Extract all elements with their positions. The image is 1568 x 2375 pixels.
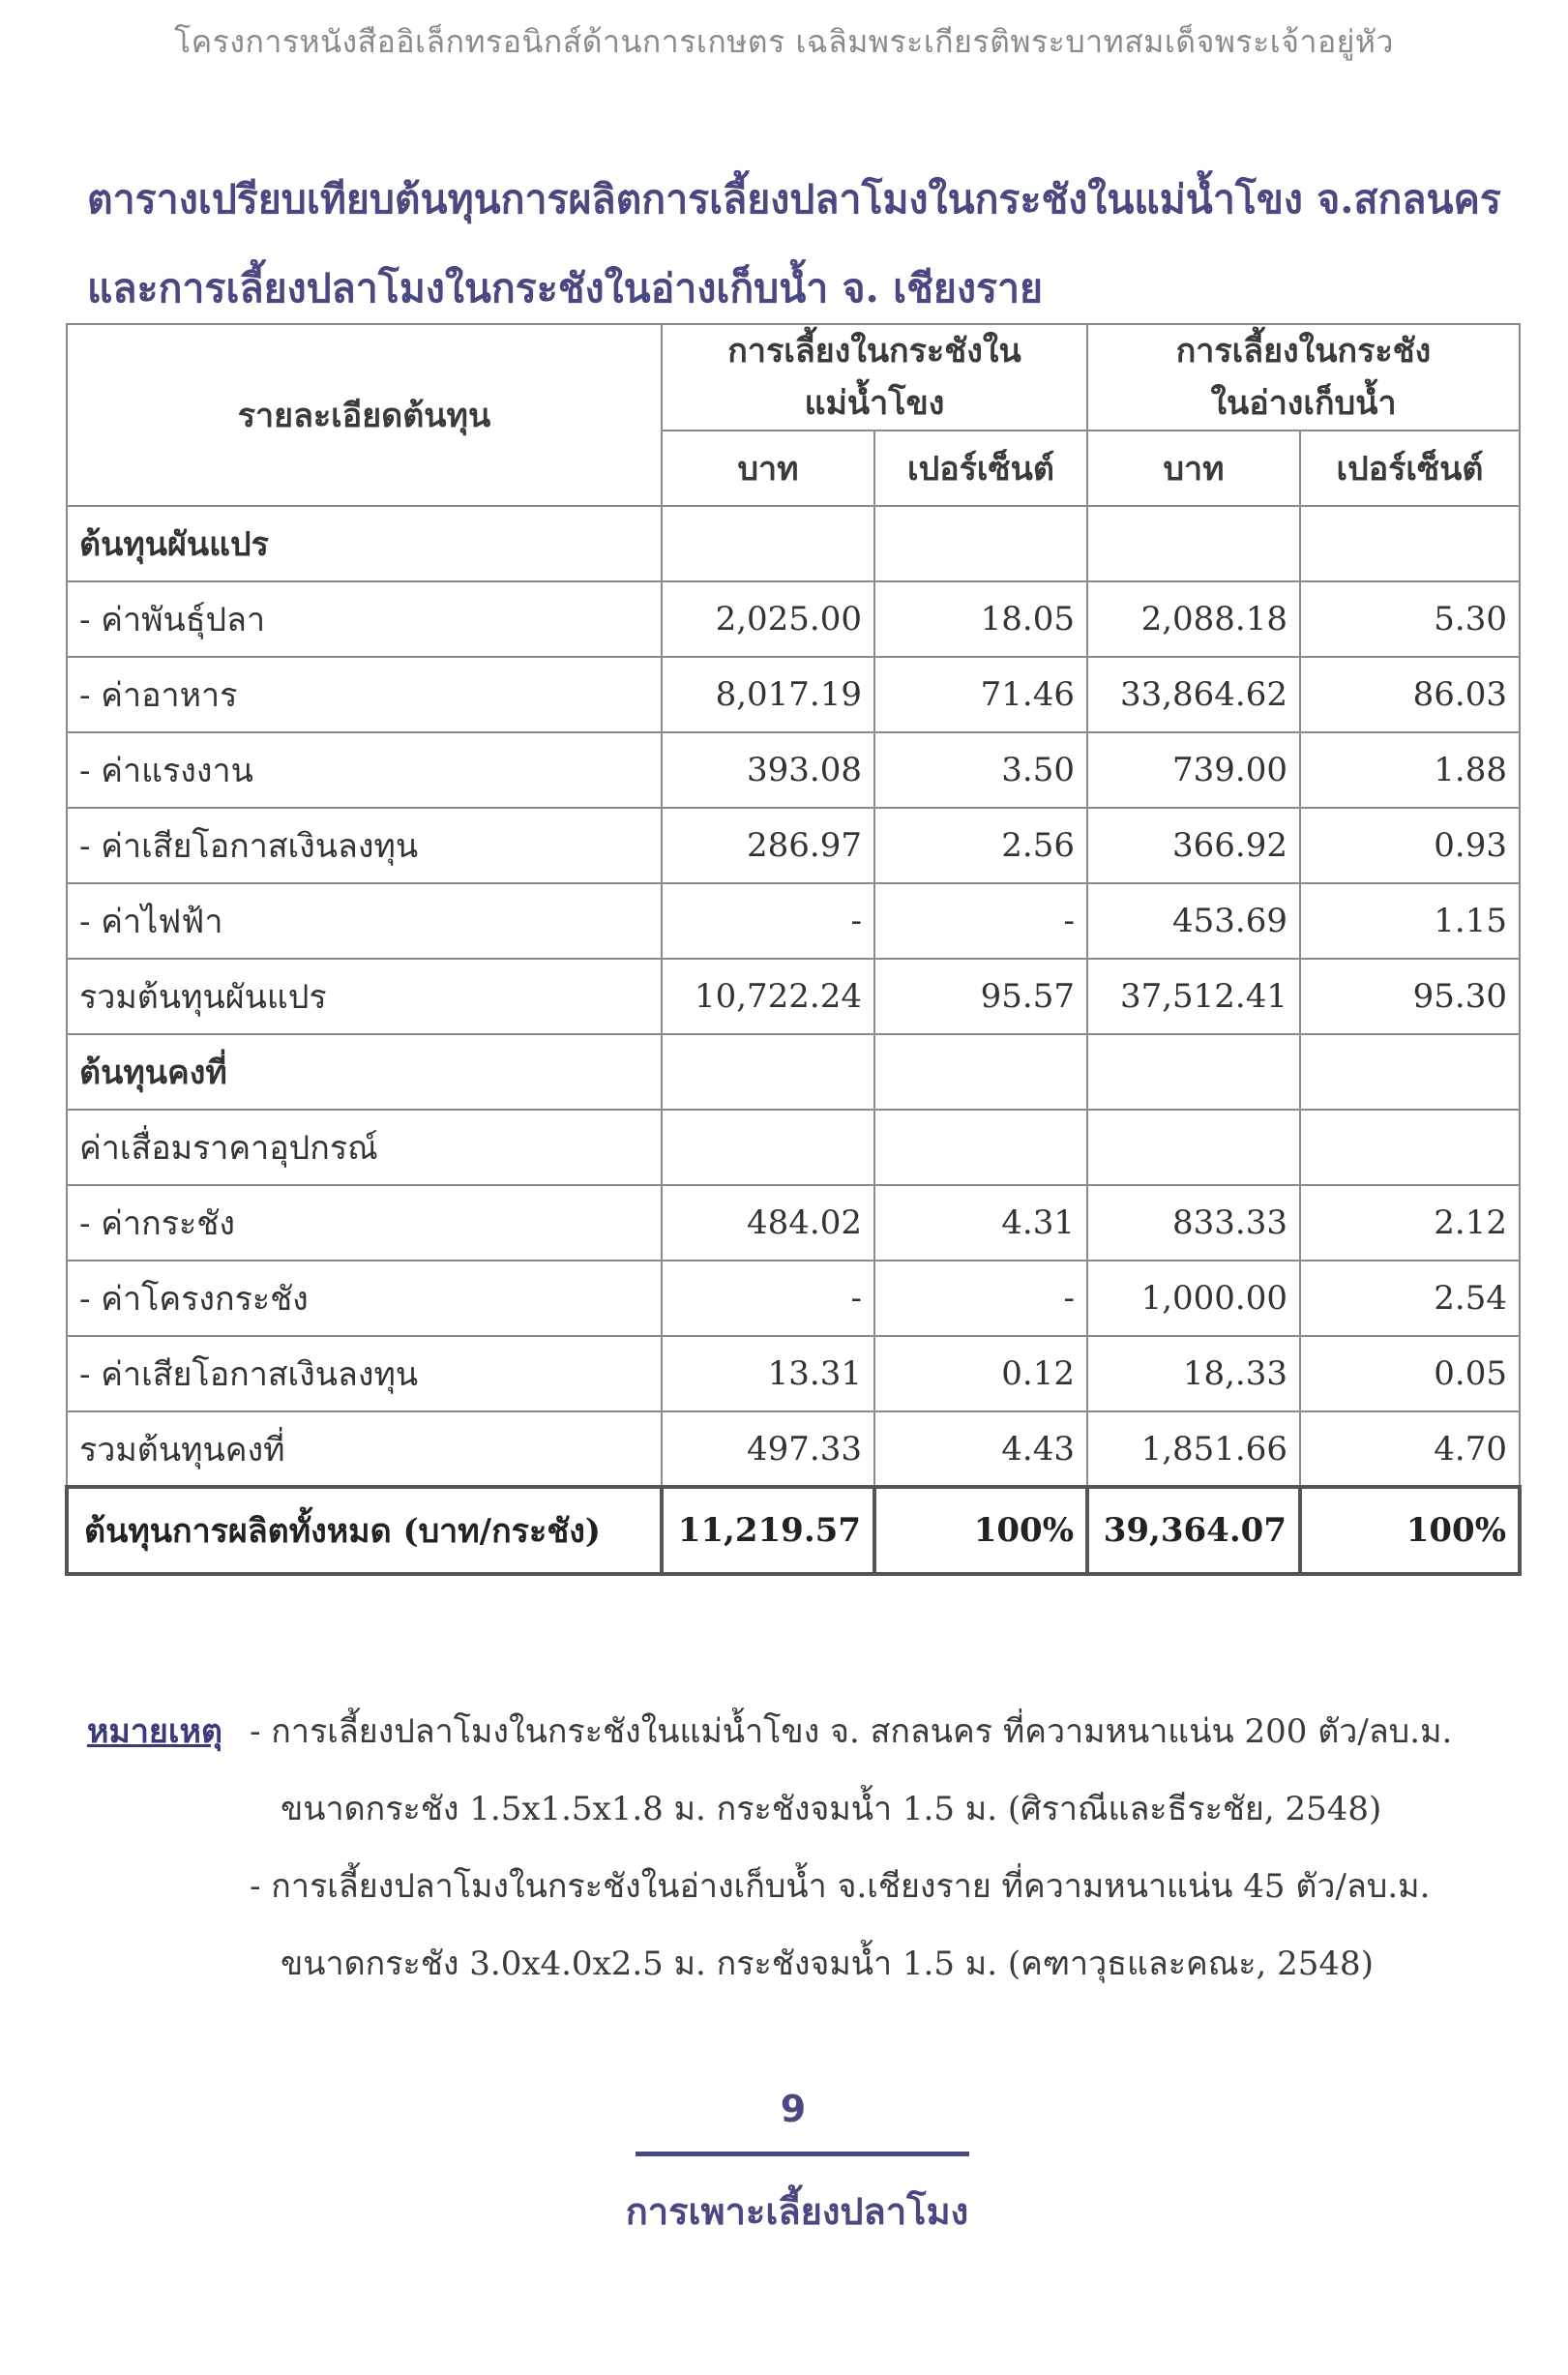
row-label: - ค่ากระชัง [67, 1185, 662, 1261]
table-cell: 739.00 [1087, 732, 1300, 808]
notes-heading: หมายเหตุ [87, 1712, 222, 1751]
group-header-reservoir [1087, 324, 1520, 430]
table-row [67, 959, 1520, 1034]
table-row [67, 1336, 1520, 1411]
table-cell [874, 1034, 1087, 1110]
group-header-reservoir-line1: การเลี้ยงในกระชัง [1175, 332, 1432, 371]
table-cell: 5.30 [1300, 581, 1520, 657]
table-cell: 37,512.41 [1087, 959, 1300, 1034]
table-cell: 4.43 [874, 1411, 1087, 1487]
section-label: ต้นทุนคงที่ [67, 1034, 662, 1110]
table-row [67, 1185, 1520, 1261]
col-header-percent: เปอร์เซ็นต์ [1300, 430, 1520, 506]
page-number: 9 [780, 2088, 807, 2130]
table-cell: 8,017.19 [662, 657, 874, 732]
table-cell: 2.56 [874, 808, 1087, 883]
table-cell: 71.46 [874, 657, 1087, 732]
table-cell: 13.31 [662, 1336, 874, 1411]
table-cell: 1,851.66 [1087, 1411, 1300, 1487]
row-label: - ค่าเสียโอกาสเงินลงทุน [67, 1336, 662, 1411]
note-line-3: - การเลี้ยงปลาโมงในกระชังในอ่างเก็บน้ำ จ.เชียงราย ที่ความหนาแน่น 45 ตัว/ลบ.ม. [250, 1867, 1431, 1906]
table-cell: 86.03 [1300, 657, 1520, 732]
footer-divider [636, 2152, 969, 2156]
table-cell: 1.88 [1300, 732, 1520, 808]
table-row [67, 1261, 1520, 1336]
table-cell: 0.12 [874, 1336, 1087, 1411]
table-row [67, 732, 1520, 808]
table-cell [1300, 1110, 1520, 1185]
table-cell: 0.05 [1300, 1336, 1520, 1411]
table-cell: 497.33 [662, 1411, 874, 1487]
total-cell: 39,364.07 [1087, 1487, 1300, 1574]
table-cell [1087, 1110, 1300, 1185]
table-cell: 2.12 [1300, 1185, 1520, 1261]
table-cell: 33,864.62 [1087, 657, 1300, 732]
table-row [67, 1034, 1520, 1110]
table-row [67, 581, 1520, 657]
title-line-2: และการเลี้ยงปลาโมงในกระชังในอ่างเก็บน้ำ จ. เชียงราย [87, 265, 1044, 312]
table-cell [662, 1034, 874, 1110]
row-label: - ค่าอาหาร [67, 657, 662, 732]
table-row [67, 883, 1520, 959]
col-header-percent: เปอร์เซ็นต์ [874, 430, 1087, 506]
table-row [67, 506, 1520, 581]
table-title [87, 155, 1519, 333]
table-cell: 2,025.00 [662, 581, 874, 657]
table-cell [874, 1110, 1087, 1185]
title-line-1: ตารางเปรียบเทียบต้นทุนการผลิตการเลี้ยงปลาโมงในกระชังในแม่น้ำโขง จ.สกลนคร [87, 176, 1501, 223]
table-cell: 484.02 [662, 1185, 874, 1261]
table-cell: 3.50 [874, 732, 1087, 808]
total-cell: 100% [874, 1487, 1087, 1574]
group-header-mekong [662, 324, 1087, 430]
total-row [67, 1487, 1520, 1574]
table-row [67, 1411, 1520, 1487]
row-label: รวมต้นทุนผันแปร [67, 959, 662, 1034]
row-label: - ค่าเสียโอกาสเงินลงทุน [67, 808, 662, 883]
note-line-2: ขนาดกระชัง 1.5x1.5x1.8 ม. กระชังจมน้ำ 1.5 ม. (ศิราณีและธีระชัย, 2548) [281, 1790, 1382, 1828]
table-cell: 18,.33 [1087, 1336, 1300, 1411]
table-cell [874, 506, 1087, 581]
table-cell: 453.69 [1087, 883, 1300, 959]
table-cell [1300, 1034, 1520, 1110]
table-cell [1087, 506, 1300, 581]
row-header: รายละเอียดต้นทุน [67, 324, 662, 506]
total-cell: 100% [1300, 1487, 1520, 1574]
row-label: - ค่าโครงกระชัง [67, 1261, 662, 1336]
table-cell: 1.15 [1300, 883, 1520, 959]
running-header: โครงการหนังสืออิเล็กทรอนิกส์ด้านการเกษตร เฉลิมพระเกียรติพระบาทสมเด็จพระเจ้าอยู่หัว [174, 23, 1394, 60]
col-header-baht: บาท [1087, 430, 1300, 506]
table-cell [662, 1110, 874, 1185]
table-cell: 10,722.24 [662, 959, 874, 1034]
section-label: ต้นทุนผันแปร [67, 506, 662, 581]
table-cell [1087, 1034, 1300, 1110]
group-header-mekong-line2: แม่น้ำโขง [804, 384, 945, 423]
table-cell: 95.57 [874, 959, 1087, 1034]
table-cell: 833.33 [1087, 1185, 1300, 1261]
table-cell: 18.05 [874, 581, 1087, 657]
table-cell: 393.08 [662, 732, 874, 808]
table-row [67, 657, 1520, 732]
book-title: การเพาะเลี้ยงปลาโมง [625, 2190, 969, 2233]
table-cell [662, 506, 874, 581]
table-cell: - [662, 1261, 874, 1336]
row-label: - ค่าพันธุ์ปลา [67, 581, 662, 657]
table-cell: 4.70 [1300, 1411, 1520, 1487]
table-row [67, 808, 1520, 883]
table-cell: - [662, 883, 874, 959]
table-cell: - [874, 1261, 1087, 1336]
table-cell: 4.31 [874, 1185, 1087, 1261]
row-label: รวมต้นทุนคงที่ [67, 1411, 662, 1487]
table-cell [1300, 506, 1520, 581]
table-cell: 0.93 [1300, 808, 1520, 883]
note-line-1: - การเลี้ยงปลาโมงในกระชังในแม่น้ำโขง จ. สกลนคร ที่ความหนาแน่น 200 ตัว/ลบ.ม. [250, 1712, 1453, 1751]
table-cell: 286.97 [662, 808, 874, 883]
table-row [67, 1110, 1520, 1185]
note-line-4: ขนาดกระชัง 3.0x4.0x2.5 ม. กระชังจมน้ำ 1.5 ม. (คฑาวุธและคณะ, 2548) [281, 1945, 1374, 1983]
table-cell: 366.92 [1087, 808, 1300, 883]
group-header-mekong-line1: การเลี้ยงในกระชังใน [727, 332, 1021, 371]
table-cell: - [874, 883, 1087, 959]
group-header-reservoir-line2: ในอ่างเก็บน้ำ [1210, 384, 1397, 423]
total-label: ต้นทุนการผลิตทั้งหมด (บาท/กระชัง) [67, 1487, 662, 1574]
cost-comparison-table [65, 323, 1522, 1576]
row-label: ค่าเสื่อมราคาอุปกรณ์ [67, 1110, 662, 1185]
table-cell: 1,000.00 [1087, 1261, 1300, 1336]
table-cell: 2,088.18 [1087, 581, 1300, 657]
table-cell: 2.54 [1300, 1261, 1520, 1336]
row-label: - ค่าแรงงาน [67, 732, 662, 808]
row-label: - ค่าไฟฟ้า [67, 883, 662, 959]
col-header-baht: บาท [662, 430, 874, 506]
total-cell: 11,219.57 [662, 1487, 874, 1574]
table-cell: 95.30 [1300, 959, 1520, 1034]
notes [87, 1693, 1538, 2003]
